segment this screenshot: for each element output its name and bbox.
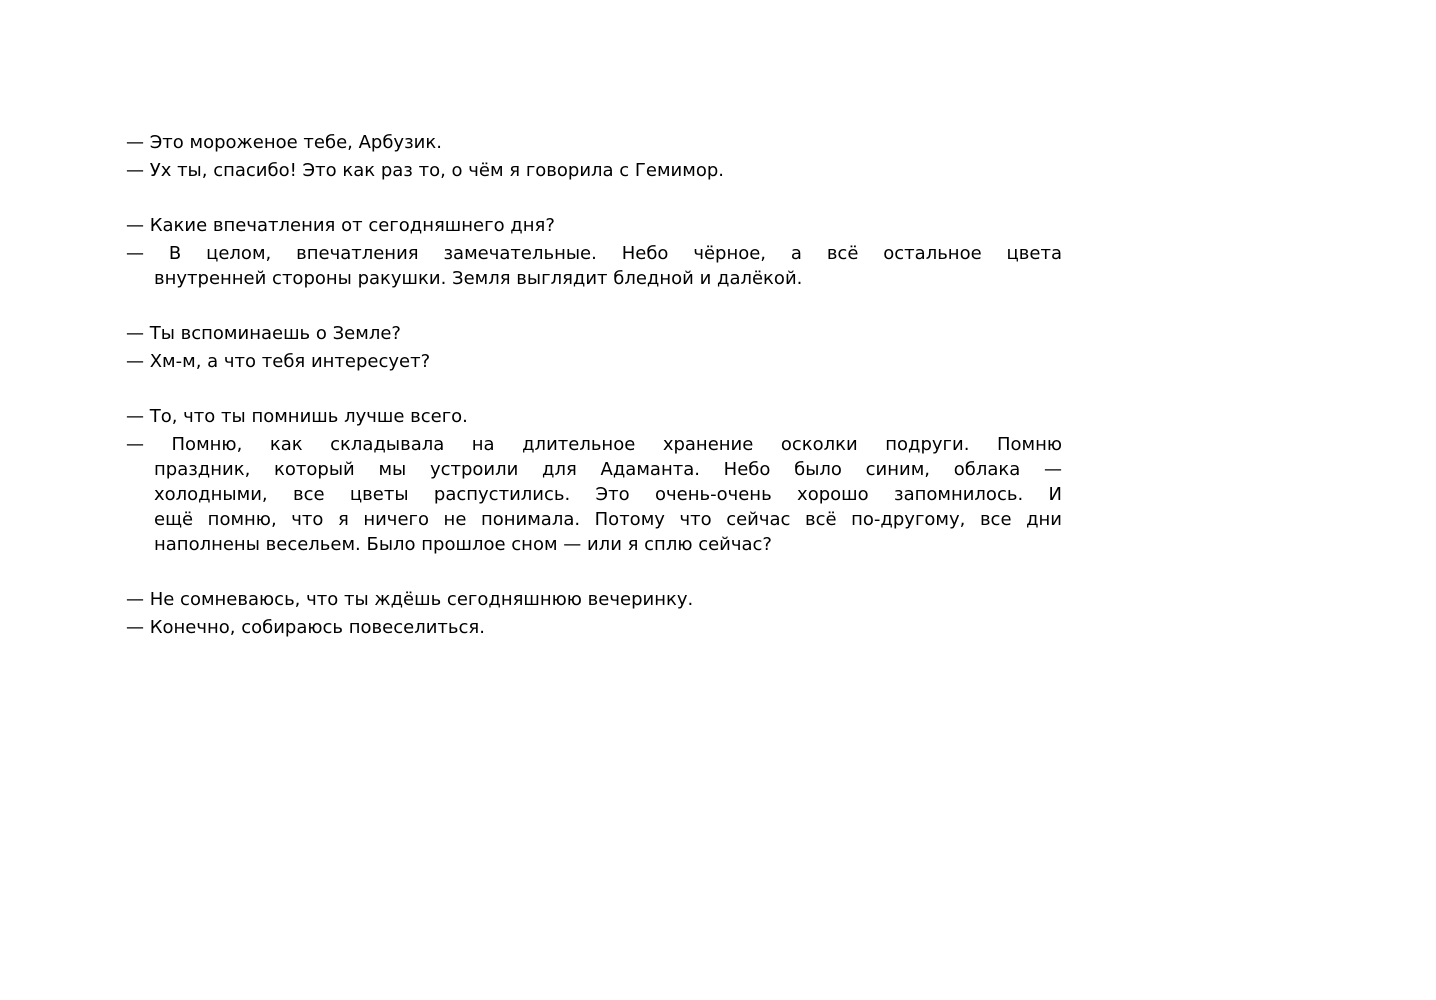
text-line: — То, что ты помнишь лучше всего.: [126, 406, 468, 427]
text-line: — Помню, как складывала на длительное хранение осколки подруги. Помню: [126, 434, 1062, 455]
text-line: наполнены весельем. Было прошлое сном — или я сплю сейчас?: [154, 534, 772, 555]
text-line: внутренней стороны ракушки. Земля выглядит бледной и далёкой.: [154, 268, 803, 289]
text-line: — Ух ты, спасибо! Это как раз то, о чём я говорила с Гемимор.: [126, 160, 724, 181]
text-line: — Это мороженое тебе, Арбузик.: [126, 132, 442, 153]
dialogue-text: [126, 130, 1062, 643]
paragraph: [126, 158, 1062, 183]
paragraph: [126, 587, 1062, 612]
paragraph: [126, 213, 1062, 238]
text-line: холодными, все цветы распустились. Это очень-очень хорошо запомнилось. И: [154, 484, 1062, 505]
text-line: — Не сомневаюсь, что ты ждёшь сегодняшнюю вечеринку.: [126, 589, 694, 610]
text-line: — Ты вспоминаешь о Земле?: [126, 323, 401, 344]
text-line: — В целом, впечатления замечательные. Небо чёрное, а всё остальное цвета: [126, 243, 1062, 264]
paragraph: [126, 321, 1062, 346]
text-line: — Конечно, собираюсь повеселиться.: [126, 617, 485, 638]
paragraph: [126, 615, 1062, 640]
paragraph: [126, 130, 1062, 155]
paragraph: [126, 349, 1062, 374]
text-line: — Хм-м, а что тебя интересует?: [126, 351, 431, 372]
paragraph: [126, 404, 1062, 429]
text-line: ещё помню, что я ничего не понимала. Потому что сейчас всё по-другому, все дни: [154, 509, 1062, 530]
paragraph: [126, 241, 1062, 291]
text-line: праздник, который мы устроили для Адаманта. Небо было синим, облака —: [154, 459, 1062, 480]
text-line: — Какие впечатления от сегодняшнего дня?: [126, 215, 555, 236]
paragraph: [126, 432, 1062, 557]
